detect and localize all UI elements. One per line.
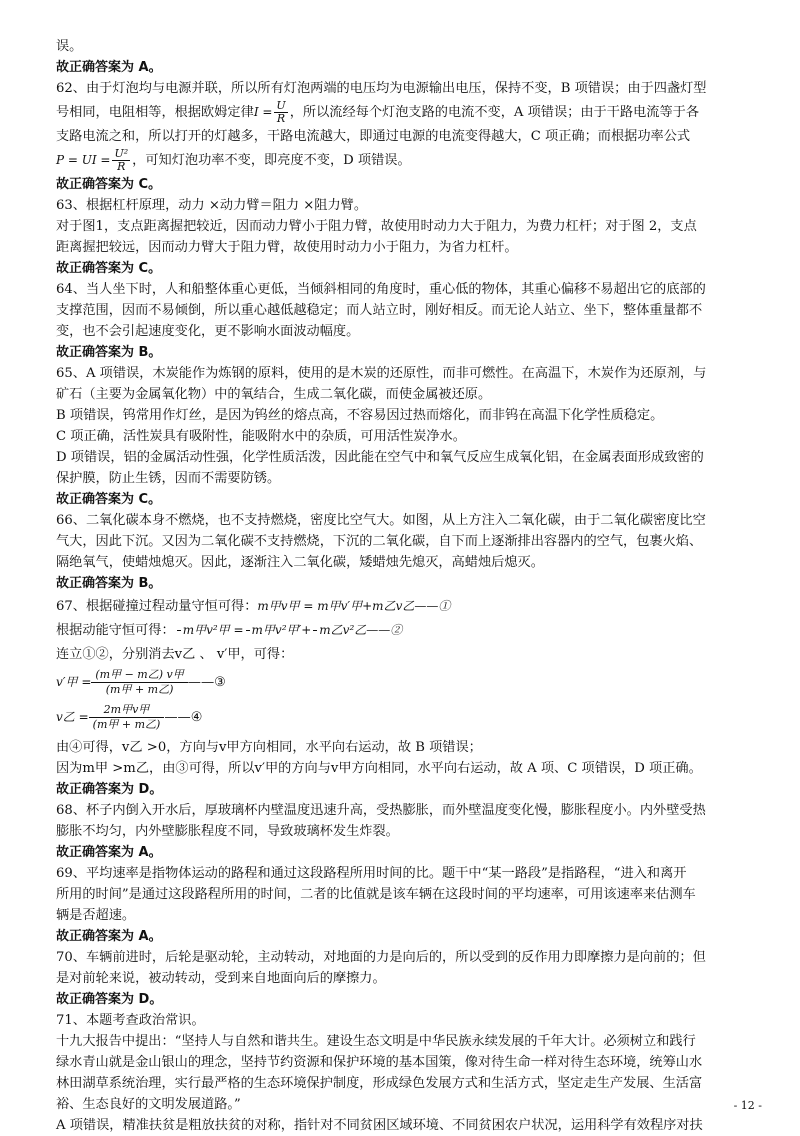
equation-4: v乙 = 2m甲v甲 (m甲 + m乙) ——④ (56, 703, 203, 731)
text-line: 裕、生态良好的文明发展道路。” (56, 1097, 241, 1112)
ohm-formula-lhs: I = (253, 105, 273, 119)
text-line: 68、杯子内倒入开水后，厚玻璃杯内壁温度迅速升高，受热膨胀，而外壁温度变化慢，膨胀程度小。内外壁受热 (56, 803, 706, 818)
text-line: 矿石（主要为金属氧化物）中的氧结合，生成二氧化碳，而使金属被还原。 (56, 387, 492, 402)
text-line: 对于图1，支点距离握把较近，因而动力臂小于阻力臂，故使用时动力大于阻力，为费力杠杆；对于图 2，支点 (56, 219, 697, 234)
text-line: 64、当人坐下时，人和船整体重心更低，当倾斜相同的角度时，重心低的物体，其重心偏移不易超出它的底部的 (56, 282, 706, 297)
text-line: 气大，因此下沉。又因为二氧化碳不支持燃烧，下沉的二氧化碳，自下而上逐渐排出容器内的空气，包裹火焰、 (56, 534, 703, 549)
text-line: A 项错误，精准扶贫是粗放扶贫的对称，指针对不同贫困区域环境、不同贫困农户状况，运用科学有效程序对扶 (56, 1118, 703, 1133)
answer-line: 故正确答案为 C。 (56, 177, 162, 192)
text-line: 因为m甲 >m乙，由③可得，所以v′甲的方向与v甲方向相同，水平向右运动，故 A 项、C 项错误，D 项正确。 (56, 761, 702, 776)
answer-line: 故正确答案为 D。 (56, 782, 163, 797)
equation-3-fraction: (m甲 − m乙) v甲 (m甲 + m乙) (91, 668, 187, 697)
text-line: 隔绝氧气，使蜡烛熄灭。因此，逐渐注入二氧化碳，矮蜡烛先熄灭，高蜡烛后熄灭。 (56, 555, 544, 570)
text-line: 71、本题考查政治常识。 (56, 1013, 205, 1028)
text-line: 所用的时间”是通过这段路程所用的时间，二者的比值就是该车辆在这段时间的平均速率，可用该速率来估测车 (56, 887, 696, 902)
text-line: 变，也不会引起速度变化，更不影响水面波动幅度。 (56, 324, 360, 339)
text-line: 67、根据碰撞过程动量守恒可得：m甲v甲 = m甲v′甲+m乙v乙——① (56, 599, 451, 614)
momentum-equation: m甲v甲 = m甲v′甲+m乙v乙——① (257, 599, 451, 613)
answer-line: 故正确答案为 C。 (56, 261, 162, 276)
text-line: 连立①②，分别消去v乙 、 v′甲，可得： (56, 647, 294, 662)
text-line: 号相同，电阻相等，根据欧姆定律I = $\frac{U}{R}$ ，所以流经每个灯泡支路的电流不变，A 项错误；由于干路电流等于各 (56, 99, 700, 125)
text-line: 是对前轮来说，被动转动，受到来自地面向后的摩擦力。 (56, 971, 386, 986)
text-line: 由④可得，v乙 >0，方向与v甲方向相同，水平向右运动，故 B 项错误； (56, 740, 482, 755)
text-line: B 项错误，钨常用作灯丝，是因为钨丝的熔点高，不容易因过热而熔化，而非钨在高温下化学性质稳定。 (56, 408, 664, 423)
text-line: 63、根据杠杆原理，动力 ×动力臂＝阻力 ×阻力臂。 (56, 198, 368, 213)
page-number: - 12 - (733, 1099, 762, 1112)
text-line: 误。 (56, 39, 83, 54)
text-line: 保护膜，防止生锈，因而不需要防锈。 (56, 471, 281, 486)
answer-line: 故正确答案为 A。 (56, 845, 162, 860)
answer-line: 故正确答案为 D。 (56, 992, 163, 1007)
text-line: 距离握把较远，因而动力臂大于阻力臂，故使用时动力小于阻力，为省力杠杆。 (56, 240, 518, 255)
text-line: 70、车辆前进时，后轮是驱动轮，主动转动，对地面的力是向后的，所以受到的反作用力即摩擦力是向前的；但 (56, 950, 706, 965)
equation-3: v′甲 = (m甲 − m乙) v甲 (m甲 + m乙) ——③ (56, 668, 226, 696)
text-line: 膨胀不均匀，内外壁膨胀程度不同，导致玻璃杯发生炸裂。 (56, 824, 399, 839)
power-formula-fraction: $\frac{\text{U²}}{R}$ (114, 147, 129, 173)
answer-line: 故正确答案为 C。 (56, 492, 162, 507)
text-line: 62、由于灯泡均与电源并联，所以所有灯泡两端的电压均为电源输出电压，保持不变，B 项错误；由于四盏灯型 (56, 81, 707, 96)
half-fraction (246, 630, 250, 631)
text-line: 支撑范围，因而不易倾倒，所以重心越低越稳定；而人站立时，刚好相反。而无论人站立、坐下，整体重量都不 (56, 303, 703, 318)
text-line: 根据动能守恒可得： m甲v²甲 = m甲v²甲′+ m乙v²乙——② (56, 623, 403, 638)
text-line: C 项正确，活性炭具有吸附性，能吸附水中的杂质，可用活性炭净水。 (56, 429, 466, 444)
text-line: 林田湖草系统治理，实行最严格的生态环境保护制度，形成绿色发展方式和生活方式，坚定走生产发展、生活富 (56, 1076, 703, 1091)
document-page (56, 36, 756, 1133)
answer-line: 故正确答案为 A。 (56, 929, 162, 944)
answer-line: 故正确答案为 B。 (56, 576, 162, 591)
text-line: 辆是否超速。 (56, 908, 136, 923)
text-line: 绿水青山就是金山银山的理念，坚持节约资源和保护环境的基本国策，像对待生命一样对待生态环境，统筹山水 (56, 1055, 703, 1070)
text-line: 66、二氧化碳本身不燃烧，也不支持燃烧，密度比空气大。如图，从上方注入二氧化碳，由于二氧化碳密度比空 (56, 513, 706, 528)
text-line: 十九大报告中提出：“坚持人与自然和谐共生。建设生态文明是中华民族永续发展的千年大计。必须树立和践行 (56, 1034, 696, 1049)
text-line: 支路电流之和，所以打开的灯越多，干路电流越大，即通过电源的电流变得越大，C 项正确；而根据功率公式 (56, 129, 691, 144)
half-fraction (177, 630, 181, 631)
text-line: 69、平均速率是指物体运动的路程和通过这段路程所用时间的比。题干中“某一路段”是指路程，“进入和离开 (56, 866, 687, 881)
text-line: 65、A 项错误，木炭能作为炼钢的原料，使用的是木炭的还原性，而非可燃性。在高温下，木炭作为还原剂，与 (56, 366, 707, 381)
text-line: P = UI = $\frac{\text{U²}}{R}$ ，可知灯泡功率不变，即亮度不变，D 项错误。 (56, 147, 411, 173)
half-fraction (313, 630, 317, 631)
ohm-formula-fraction: $\frac{U}{R}$ (276, 99, 286, 125)
answer-line: 故正确答案为 A。 (56, 60, 162, 75)
text-line: D 项错误，铝的金属活动性强，化学性质活泼，因此能在空气中和氧气反应生成氧化铝，在金属表面形成致密的 (56, 450, 704, 465)
power-formula-lhs: P = UI = (56, 153, 111, 167)
answer-line: 故正确答案为 B。 (56, 345, 162, 360)
equation-4-fraction: 2m甲v甲 (m甲 + m乙) (89, 703, 165, 732)
